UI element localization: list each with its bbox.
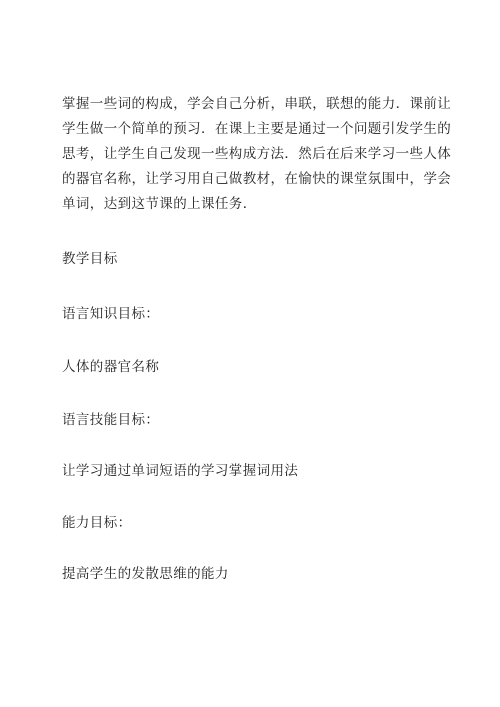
ability-text: 提高学生的发散思维的能力: [62, 566, 229, 582]
intro-line: 学生做一个简单的预习．在课上主要是通过一个问题引发学生的: [62, 121, 452, 137]
intro-paragraph: [62, 92, 452, 217]
ability-label: 能力目标：: [62, 515, 132, 531]
language-knowledge-text: 人体的器官名称: [62, 359, 160, 375]
language-knowledge-label: 语言知识目标：: [62, 306, 160, 322]
teaching-goals-heading: 教学目标: [62, 251, 118, 267]
language-skill-label: 语言技能目标：: [62, 412, 160, 428]
intro-line: 的器官名称，让学习用自己做教材，在愉快的课堂氛围中，学会: [62, 171, 452, 187]
language-skill-text: 让学习通过单词短语的学习掌握词用法: [62, 463, 299, 479]
intro-line: 思考，让学生自己发现一些构成方法．然后在后来学习一些人体: [62, 146, 452, 162]
intro-line: 掌握一些词的构成，学会自己分析，串联，联想的能力．课前让: [62, 96, 452, 112]
intro-line: 单词，达到这节课的上课任务．: [62, 196, 257, 212]
